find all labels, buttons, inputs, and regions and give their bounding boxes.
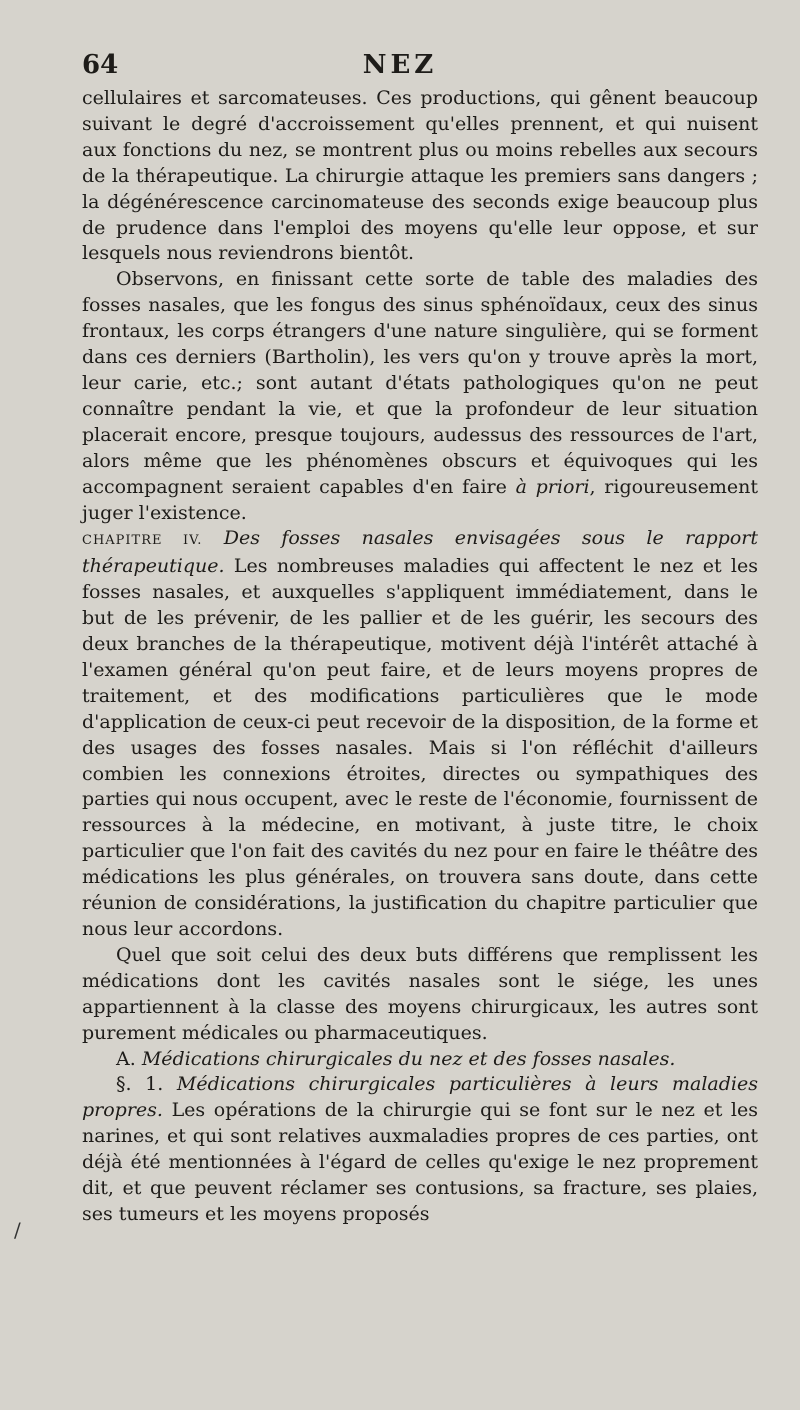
section-a-heading bbox=[82, 1047, 758, 1073]
section-1-title: Médications chirurgicales particulières à leurs maladies propres. bbox=[82, 1073, 758, 1122]
chapter-title: Des fosses nasales envisagées sous le rapport thérapeutique. bbox=[82, 527, 758, 578]
chapter-label: CHAPITRE IV. bbox=[82, 533, 203, 549]
section-a-title: Médications chirurgicales du nez et des fosses nasales. bbox=[141, 1047, 676, 1070]
page-number: 64 bbox=[82, 50, 119, 80]
chapter-text: Les nombreuses maladies qui affectent le nez et les fosses nasales, et auxquelles s'appliquent immédiatement, dans le but de les prévenir, de les pallier et de les guérir, les secours des deux branches de la thérapeutique, motivent déjà l'intérêt attaché à l'examen général qu'on peut faire, et de leurs moyens propres de traitement, et des modifications particulières que le mode d'application de ceux-ci peut recevoir de la disposition, de la forme et des usages des fosses nasales. Mais si l'on réfléchit d'ailleurs combien les connexions étroites, directes ou sympathiques des parties qui nous occupent, avec le reste de l'économie, fournissent de ressources à la médecine, en motivant, à juste titre, le choix particulier que l'on fait des cavités du nez pour en faire le théâtre des médications les plus générales, on trouvera sans doute, dans cette réunion de considérations, la justification du chapitre particulier que nous leur accordons. bbox=[82, 555, 758, 940]
paragraph-1: cellulaires et sarcomateuses. Ces productions, qui gênent beaucoup suivant le degré d'accroissement qu'elles prennent, et qui nuisent aux fonctions du nez, se montrent plus ou moins rebelles aux secours de la thérapeutique. La chirurgie attaque les premiers sans dangers ; la dégénérescence carcinomateuse des seconds exige beaucoup plus de prudence dans l'emploi des moyens qu'elle leur oppose, et sur lesquels nous reviendrons bientôt. bbox=[82, 87, 758, 265]
section-1-label: §. 1. bbox=[116, 1073, 164, 1096]
paragraph-2-end: , rigoureusement juger l'existence. bbox=[82, 475, 758, 524]
page-header bbox=[0, 46, 800, 82]
paragraph-2 bbox=[82, 267, 758, 526]
margin-mark: / bbox=[14, 1218, 21, 1242]
section-1-paragraph bbox=[82, 1072, 758, 1227]
paragraph-2-italic: à priori bbox=[515, 475, 590, 498]
paragraph-2-text: Observons, en finissant cette sorte de table des maladies des fosses nasales, que les fongus des sinus sphénoïdaux, ceux des sinus frontaux, les corps étrangers d'une nature singulière, qui se forment dans ces derniers (Bartholin), les vers qu'on y trouve après la mort, leur carie, etc.; sont autant d'états pathologiques qu'on ne peut connaître pendant la vie, et que la profondeur de leur situation placerait encore, presque toujours, audessus des ressources de l'art, alors même que les phénomènes obscurs et équivoques qui les accompagnent seraient capables d'en faire bbox=[82, 268, 758, 498]
section-a-label: A. bbox=[116, 1047, 136, 1070]
section-1-text: Les opérations de la chirurgie qui se font sur le nez et les narines, et qui sont relatives auxmaladies propres de ces parties, ont déjà été mentionnées à l'égard de celles qu'exige le nez proprement dit, et que peuvent réclamer ses contusions, sa fracture, ses plaies, ses tumeurs et les moyens proposés bbox=[82, 1099, 758, 1225]
paragraph-4: Quel que soit celui des deux buts différens que remplissent les médications dont les cavités nasales sont le siége, les unes appartiennent à la classe des moyens chirurgicaux, les autres sont purement médicales ou pharmaceutiques. bbox=[82, 943, 758, 1044]
running-head: NEZ bbox=[362, 50, 438, 80]
page-body bbox=[82, 86, 758, 1228]
chapter-paragraph bbox=[82, 526, 758, 943]
